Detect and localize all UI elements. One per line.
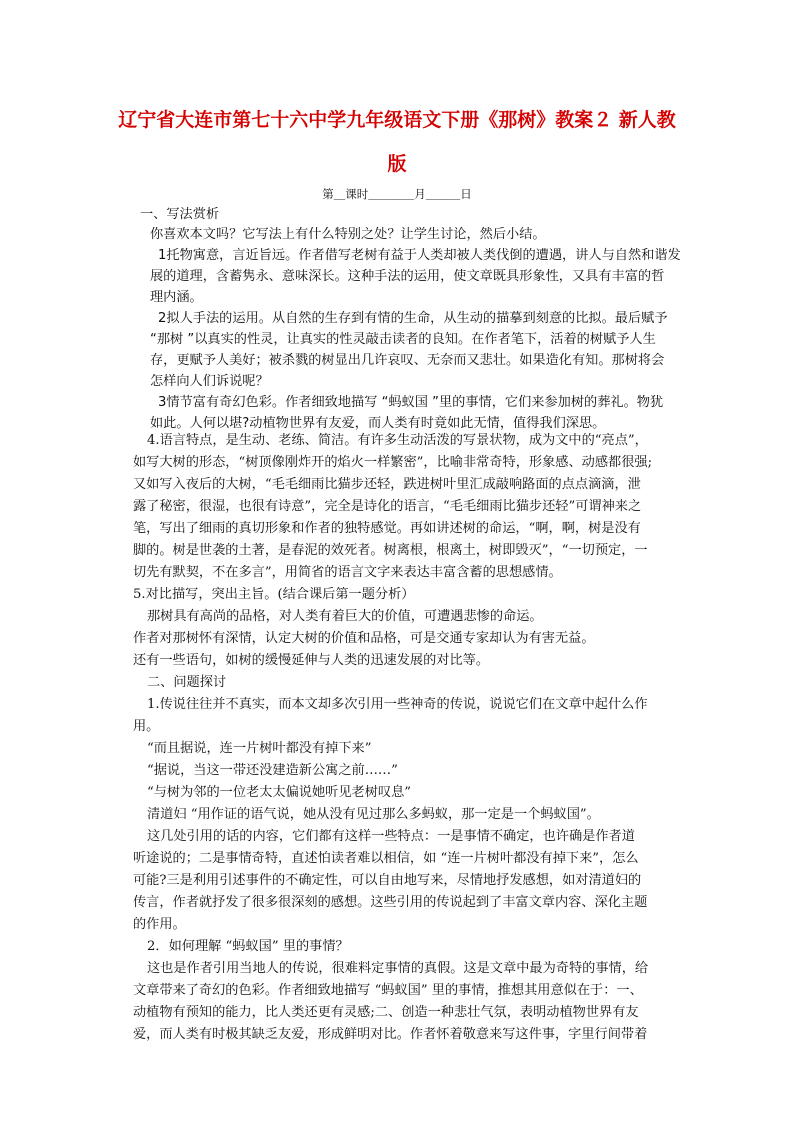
paragraph-line: 听途说的；二是事情奇特，直述怕读者难以相信，如 “连一片树叶都没有掉下来”，怎么 (133, 851, 639, 866)
paragraph-line: 动植物有预知的能力，比人类还更有灵感;二、创造一种悲壮气氛，表明动植物世界有友 (133, 1005, 639, 1020)
paragraph-line: 如写大树的形态，“树顶像刚炸开的焰火一样繁密”，比喻非常奇特，形象感、动感都很强; (133, 455, 653, 470)
paragraph-line: 又如写入夜后的大树，“毛毛细雨比猫步还轻，跌进树叶里汇成敲响路面的点点滴滴，泄 (133, 477, 641, 492)
paragraph-line: 你喜欢本文吗？它写法上有什么特别之处？让学生讨论，然后小结。 (150, 227, 546, 242)
paragraph-line: 2拟人手法的运用。从自然的生存到有情的生命，从生动的描摹到刻意的比拟。最后赋予 (158, 311, 668, 326)
paragraph-line: 展的道理，含蓄隽永、意味深长。这种手法的运用，使文章既具形象性，又具有丰富的哲 (150, 269, 665, 284)
paragraph-line: 这几处引用的话的内容，它们都有这样一些特点：一是事情不确定，也许确是作者道 (147, 829, 635, 844)
paragraph-line: 这也是作者引用当地人的传说，很难料定事情的真假。这是文章中最为奇特的事情，给 (147, 961, 649, 976)
paragraph-line: 5.对比描写，突出主旨。(结合课后第一题分析） (133, 587, 415, 602)
quote-line: “而且据说，连一片树叶都没有掉下来” (147, 741, 372, 756)
document-title-line-2: 版 (387, 153, 407, 175)
paragraph-line: 1托物寓意，言近旨远。作者借写老树有益于人类却被人类伐倒的遭遇，讲人与自然和谐发 (158, 248, 681, 263)
paragraph-line: 那树具有高尚的品格，对人类有着巨大的价值，可遭遇悲惨的命运。 (147, 609, 543, 624)
paragraph-line: 用。 (133, 719, 160, 734)
section-heading: 二、问题探讨 (147, 675, 227, 690)
paragraph-line: 理内涵。 (150, 290, 203, 305)
paragraph-line: “那树 ”以真实的性灵，让真实的性灵敲击读者的良知。在作者笔下，活着的树赋予人生 (150, 332, 656, 347)
paragraph-line: 4.语言特点，是生动、老练、简洁。有许多生动活泼的写景状物，成为文中的“亮点”， (147, 433, 648, 448)
paragraph-line: 切先有默契，不在多言”，用简省的语言文字来表达丰富含蓄的思想感情。 (133, 565, 562, 580)
paragraph-line: 3情节富有奇幻色彩。作者细致地描写 “蚂蚁国 ”里的事情，它们来参加树的葬礼。物犹 (158, 395, 664, 410)
document-title-line-1: 辽宁省大连市第七十六中学九年级语文下册《那树》教案２ 新人教 (118, 109, 676, 131)
quote-line: “据说，当这一带还没建造新公寓之前……” (147, 763, 398, 778)
question-heading: 2．如何理解 “蚂蚁国” 里的事情？ (147, 939, 349, 954)
quote-line: 清道妇 “用作证的语气说，她从没有见过那么多蚂蚁，那一定是一个蚂蚁国”。 (147, 807, 600, 822)
paragraph-line: 文章带来了奇幻的色彩。作者细致地描写 “蚂蚁国” 里的事情，推想其用意似在于：一、 (133, 983, 643, 998)
paragraph-line: 的作用。 (133, 917, 186, 932)
paragraph-line: 爱，而人类有时极其缺乏友爱，形成鲜明对比。作者怀着敬意来写这件事，字里行间带着 (133, 1027, 648, 1042)
lesson-date-line: 第＿课时＿＿＿＿月＿＿＿日 (322, 187, 472, 201)
paragraph-line: 露了秘密，很湿，也很有诗意”，完全是诗化的语言，“毛毛细雨比猫步还轻”可谓神来之 (133, 499, 642, 514)
paragraph-line: 传言，作者就抒发了很多很深刻的感想。这些引用的传说起到了丰富文章内容、深化主题 (133, 895, 648, 910)
paragraph-line: 脚的。树是世袭的土著，是春泥的效死者。树离根，根离土，树即毁灭”，“一切预定，一 (133, 543, 648, 558)
paragraph-line: 作者对那树怀有深情，认定大树的价值和品格，可是交通专家却认为有害无益。 (133, 631, 595, 646)
paragraph-line: 可能?三是利用引述事件的不确定性，可以自由地写来，尽情地抒发感想，如对清道妇的 (133, 873, 642, 888)
paragraph-line: 1.传说往往并不真实，而本文却多次引用一些神奇的传说，说说它们在文章中起什么作 (147, 697, 648, 712)
paragraph-line: 怎样向人们诉说呢？ (150, 374, 269, 389)
paragraph-line: 还有一些语句，如树的缓慢延伸与人类的迅速发展的对比等。 (133, 653, 490, 668)
quote-line: “与树为邻的一位老太太偏说她听见老树叹息” (147, 785, 412, 800)
paragraph-line: 存，更赋予人美好；被杀戮的树显出几许哀叹、无奈而又悲壮。如果造化有知。那树将会 (150, 353, 665, 368)
paragraph-line: 笔，写出了细雨的真切形象和作者的独特感觉。再如讲述树的命运，“啊，啊，树是没有 (133, 521, 641, 536)
paragraph-line: 如此。人何以堪?动植物世界有友爱，而人类有时竟如此无情，值得我们深思。 (150, 416, 606, 431)
section-heading: 一、写法赏析 (140, 207, 220, 222)
